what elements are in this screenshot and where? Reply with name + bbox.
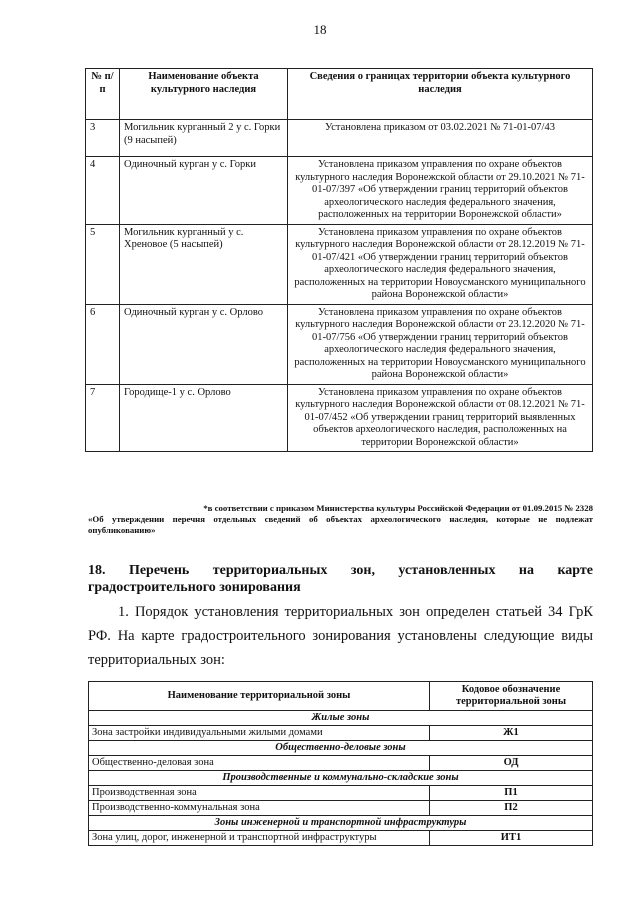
table-row <box>86 304 593 384</box>
footnote <box>88 503 593 536</box>
row-number: 3 <box>86 120 120 157</box>
zone-group-title: Производственные и коммунально-складские зоны <box>89 771 593 786</box>
zone-group-row <box>89 771 593 786</box>
col-header-zone-code: Кодовое обозначение территориальной зоны <box>430 682 593 711</box>
heritage-objects-table <box>85 68 593 452</box>
table-row <box>89 726 593 741</box>
boundary-info: Установлена приказом управления по охране объектов культурного наследия Воронежской области от 29.10.2021 № 71-01-07/397 «Об утверждении границ территорий объектов археологического наследия федерального значения, расположенных на территории Воронежской области» <box>288 157 593 225</box>
zone-group-row <box>89 741 593 756</box>
row-number: 5 <box>86 224 120 304</box>
table-row <box>86 384 593 452</box>
zone-group-title: Общественно-деловые зоны <box>89 741 593 756</box>
page-number: 18 <box>313 22 327 37</box>
object-name: Городище-1 у с. Орлово <box>120 384 288 452</box>
zone-name: Производственная зона <box>89 786 430 801</box>
section-paragraph: 1. Порядок установления территориальных зон определен статьей 34 ГрК РФ. На карте градостроительного зонирования установлены следующие виды территориальных зон: <box>88 604 593 668</box>
object-name: Одиночный курган у с. Горки <box>120 157 288 225</box>
table-row <box>86 157 593 225</box>
table-row <box>89 831 593 846</box>
table-header-row <box>89 682 593 711</box>
zone-code: П1 <box>430 786 593 801</box>
row-number: 7 <box>86 384 120 452</box>
zone-code: П2 <box>430 801 593 816</box>
table-row <box>89 801 593 816</box>
object-name: Могильник курганный у с. Хреновое (5 насыпей) <box>120 224 288 304</box>
table-row <box>89 756 593 771</box>
boundary-info: Установлена приказом управления по охране объектов культурного наследия Воронежской области от 28.12.2019 № 71-01-07/421 «Об утверждении границ территорий объектов археологического наследия федерального значения, расположенных на территории Новоусманского муниципального района Воронежской области» <box>288 224 593 304</box>
table-row <box>89 786 593 801</box>
boundary-info: Установлена приказом управления по охране объектов культурного наследия Воронежской области от 23.12.2020 № 71-01-07/756 «Об утверждении границ территорий объектов археологического наследия федерального значения, расположенных на территории Новоусманского муниципального района Воронежской области» <box>288 304 593 384</box>
col-header-boundary-info: Сведения о границах территории объекта культурного наследия <box>288 69 593 120</box>
row-number: 6 <box>86 304 120 384</box>
col-header-zone-name: Наименование территориальной зоны <box>89 682 430 711</box>
zone-code: ИТ1 <box>430 831 593 846</box>
zone-name: Зона улиц, дорог, инженерной и транспортной инфраструктуры <box>89 831 430 846</box>
zone-group-title: Жилые зоны <box>89 711 593 726</box>
col-header-number: № п/п <box>86 69 120 120</box>
section-heading: 18. Перечень территориальных зон, установленных на карте градостроительного зонирования <box>88 563 593 595</box>
zone-name: Производственно-коммунальная зона <box>89 801 430 816</box>
zone-name: Общественно-деловая зона <box>89 756 430 771</box>
object-name: Одиночный курган у с. Орлово <box>120 304 288 384</box>
footnote-line-1: *в соответствии с приказом Министерства культуры Российской Федерации от 01.09.2015 № 2328 <box>203 503 593 513</box>
row-number: 4 <box>86 157 120 225</box>
zone-code: ОД <box>430 756 593 771</box>
table-header-row <box>86 69 593 120</box>
boundary-info: Установлена приказом управления по охране объектов культурного наследия Воронежской области от 08.12.2021 № 71-01-07/452 «Об утверждении границ территорий выявленных объектов археологического наследия, расположенных на территории Воронежской области» <box>288 384 593 452</box>
zone-code: Ж1 <box>430 726 593 741</box>
footnote-rest: «Об утверждении перечня отдельных сведений об объектах археологического наследия, которые не подлежат опубликованию» <box>88 514 593 535</box>
boundary-info: Установлена приказом от 03.02.2021 № 71-01-07/43 <box>288 120 593 157</box>
zone-group-row <box>89 816 593 831</box>
zone-name: Зона застройки индивидуальными жилыми домами <box>89 726 430 741</box>
table-row <box>86 224 593 304</box>
table-row <box>86 120 593 157</box>
zone-group-title: Зоны инженерной и транспортной инфраструктуры <box>89 816 593 831</box>
object-name: Могильник курганный 2 у с. Горки (9 насыпей) <box>120 120 288 157</box>
col-header-object-name: Наименование объекта культурного наследия <box>120 69 288 120</box>
zone-group-row <box>89 711 593 726</box>
territorial-zones-table <box>88 681 593 846</box>
